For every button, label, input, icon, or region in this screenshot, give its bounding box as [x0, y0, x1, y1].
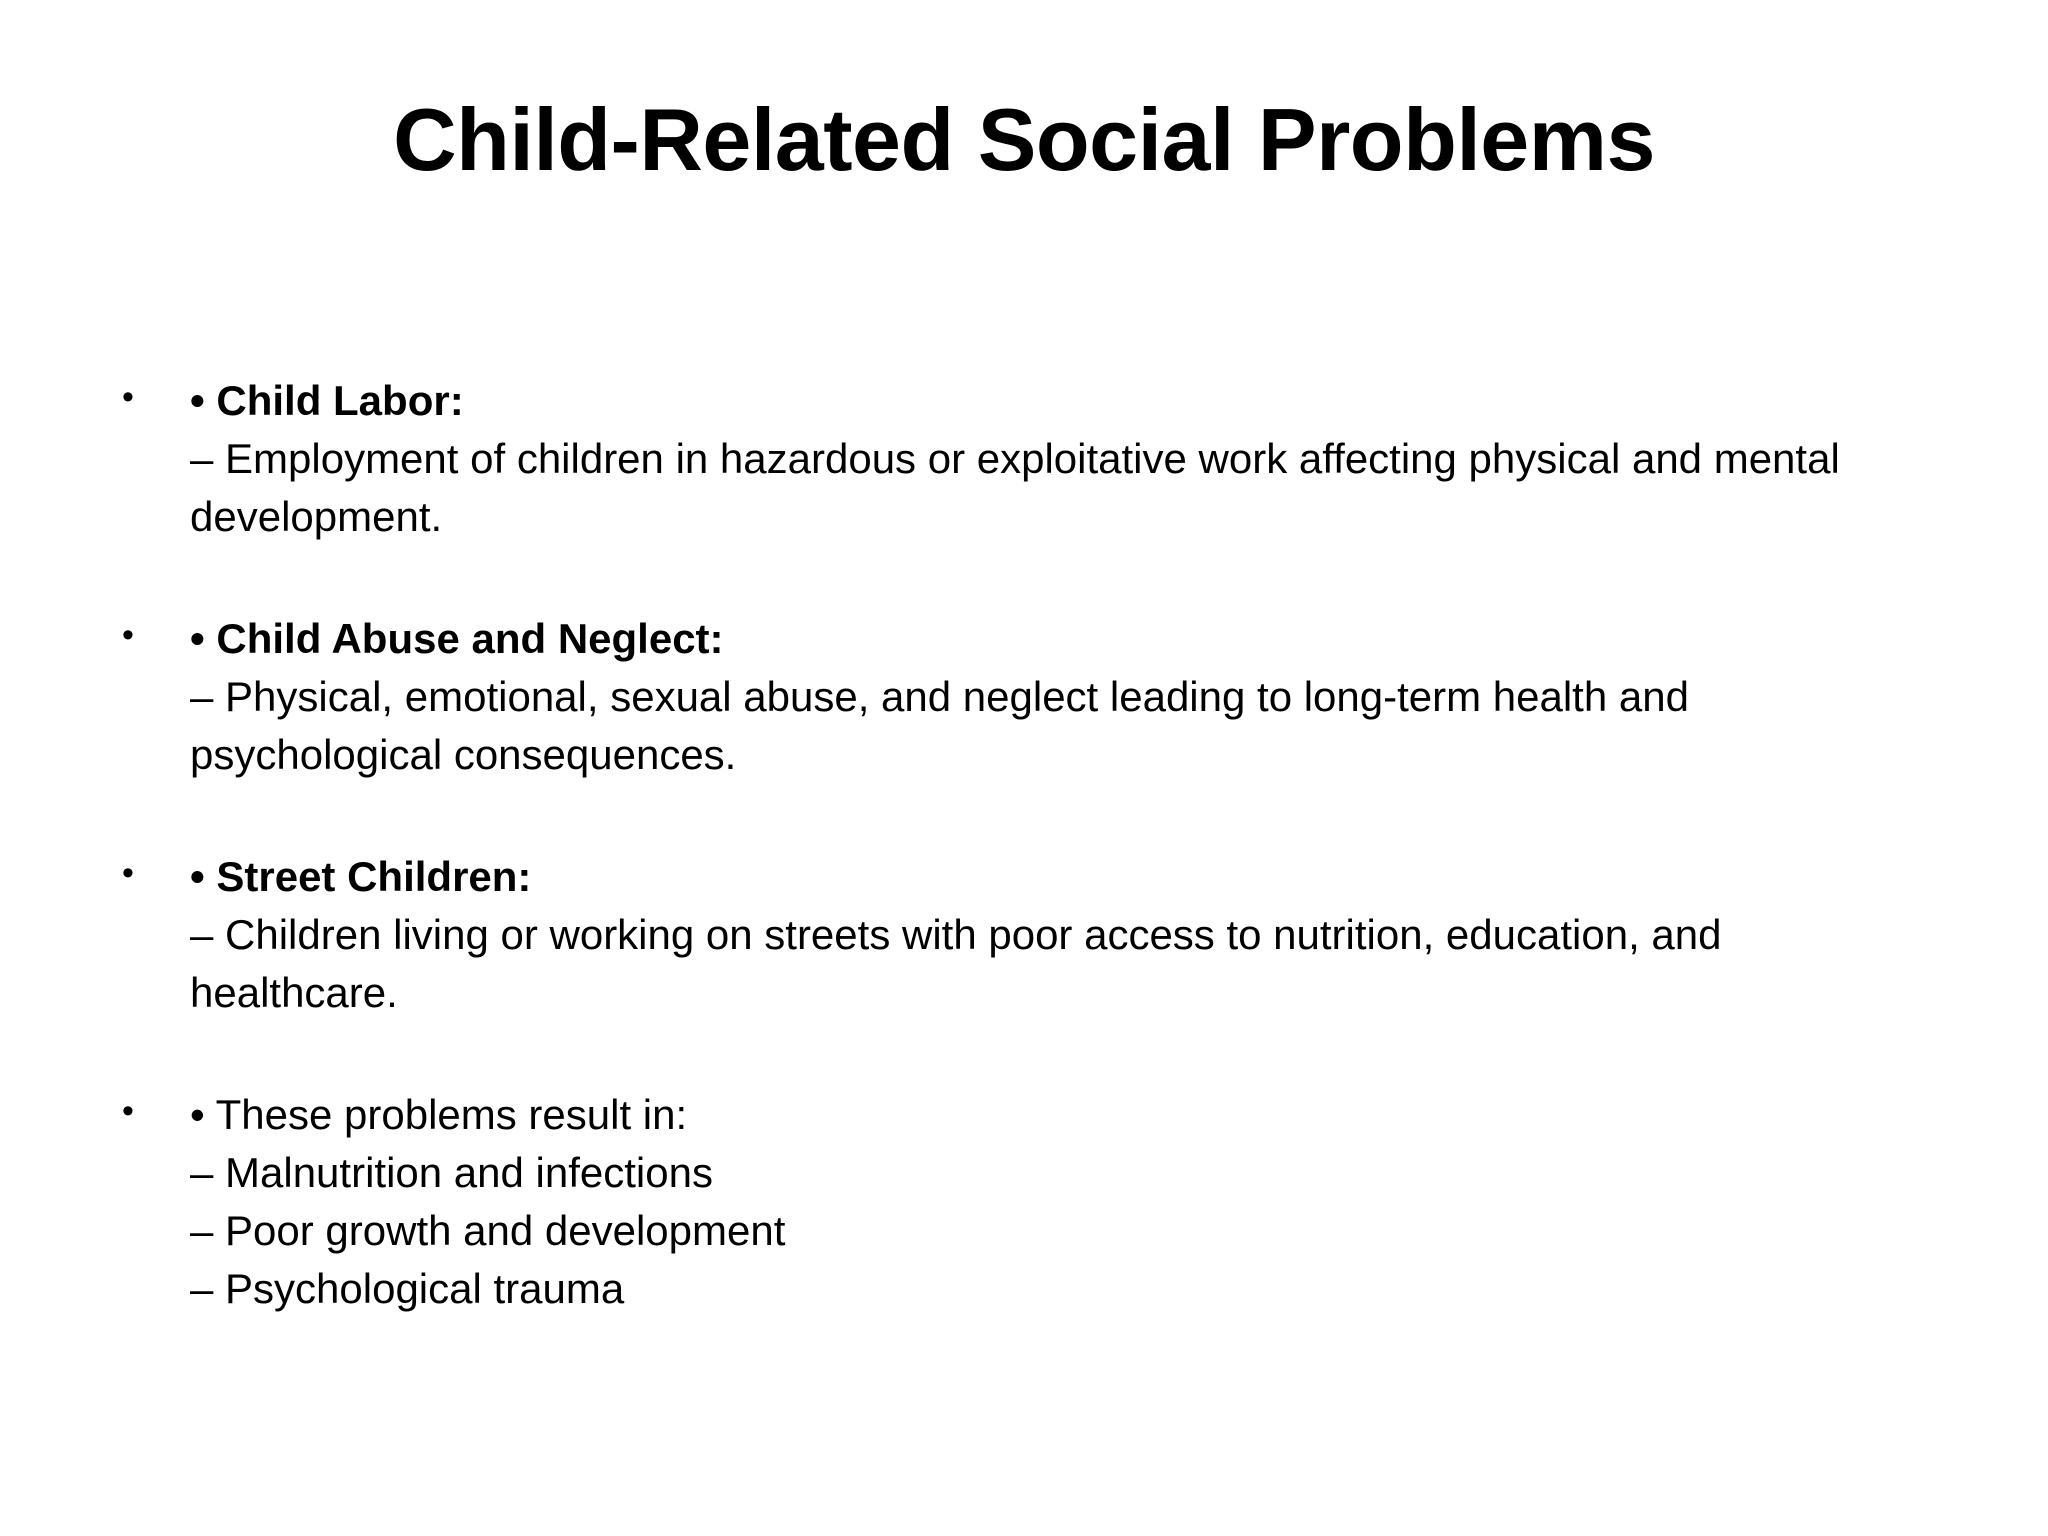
- item-heading: • Street Children:: [190, 853, 532, 900]
- item-heading: • Child Abuse and Neglect:: [190, 615, 724, 662]
- item-detail: – Psychological trauma: [190, 1265, 625, 1312]
- bullet-icon: •: [122, 616, 134, 654]
- item-detail: – Employment of children in hazardous or exploitative work affecting physical and mental development.: [190, 435, 1840, 540]
- bullet-item-street-children: [122, 848, 1882, 1022]
- bullet-icon: •: [122, 378, 134, 416]
- item-heading: • Child Labor:: [190, 377, 464, 424]
- item-heading: • These problems result in:: [190, 1091, 688, 1138]
- bullet-icon: •: [122, 854, 134, 892]
- bullet-item-child-labor: [122, 372, 1882, 546]
- bullet-icon: •: [122, 1092, 134, 1130]
- item-detail: – Poor growth and development: [190, 1207, 786, 1254]
- item-detail: – Malnutrition and infections: [190, 1149, 713, 1196]
- slide-title: Child-Related Social Problems: [393, 90, 1655, 189]
- item-detail: – Children living or working on streets with poor access to nutrition, education, and healthcare.: [190, 911, 1722, 1016]
- bullet-item-child-abuse: [122, 610, 1882, 784]
- bullet-item-results: [122, 1086, 1882, 1318]
- bullet-list: [122, 372, 1882, 1382]
- item-detail: – Physical, emotional, sexual abuse, and neglect leading to long-term health and psychological consequences.: [190, 673, 1689, 778]
